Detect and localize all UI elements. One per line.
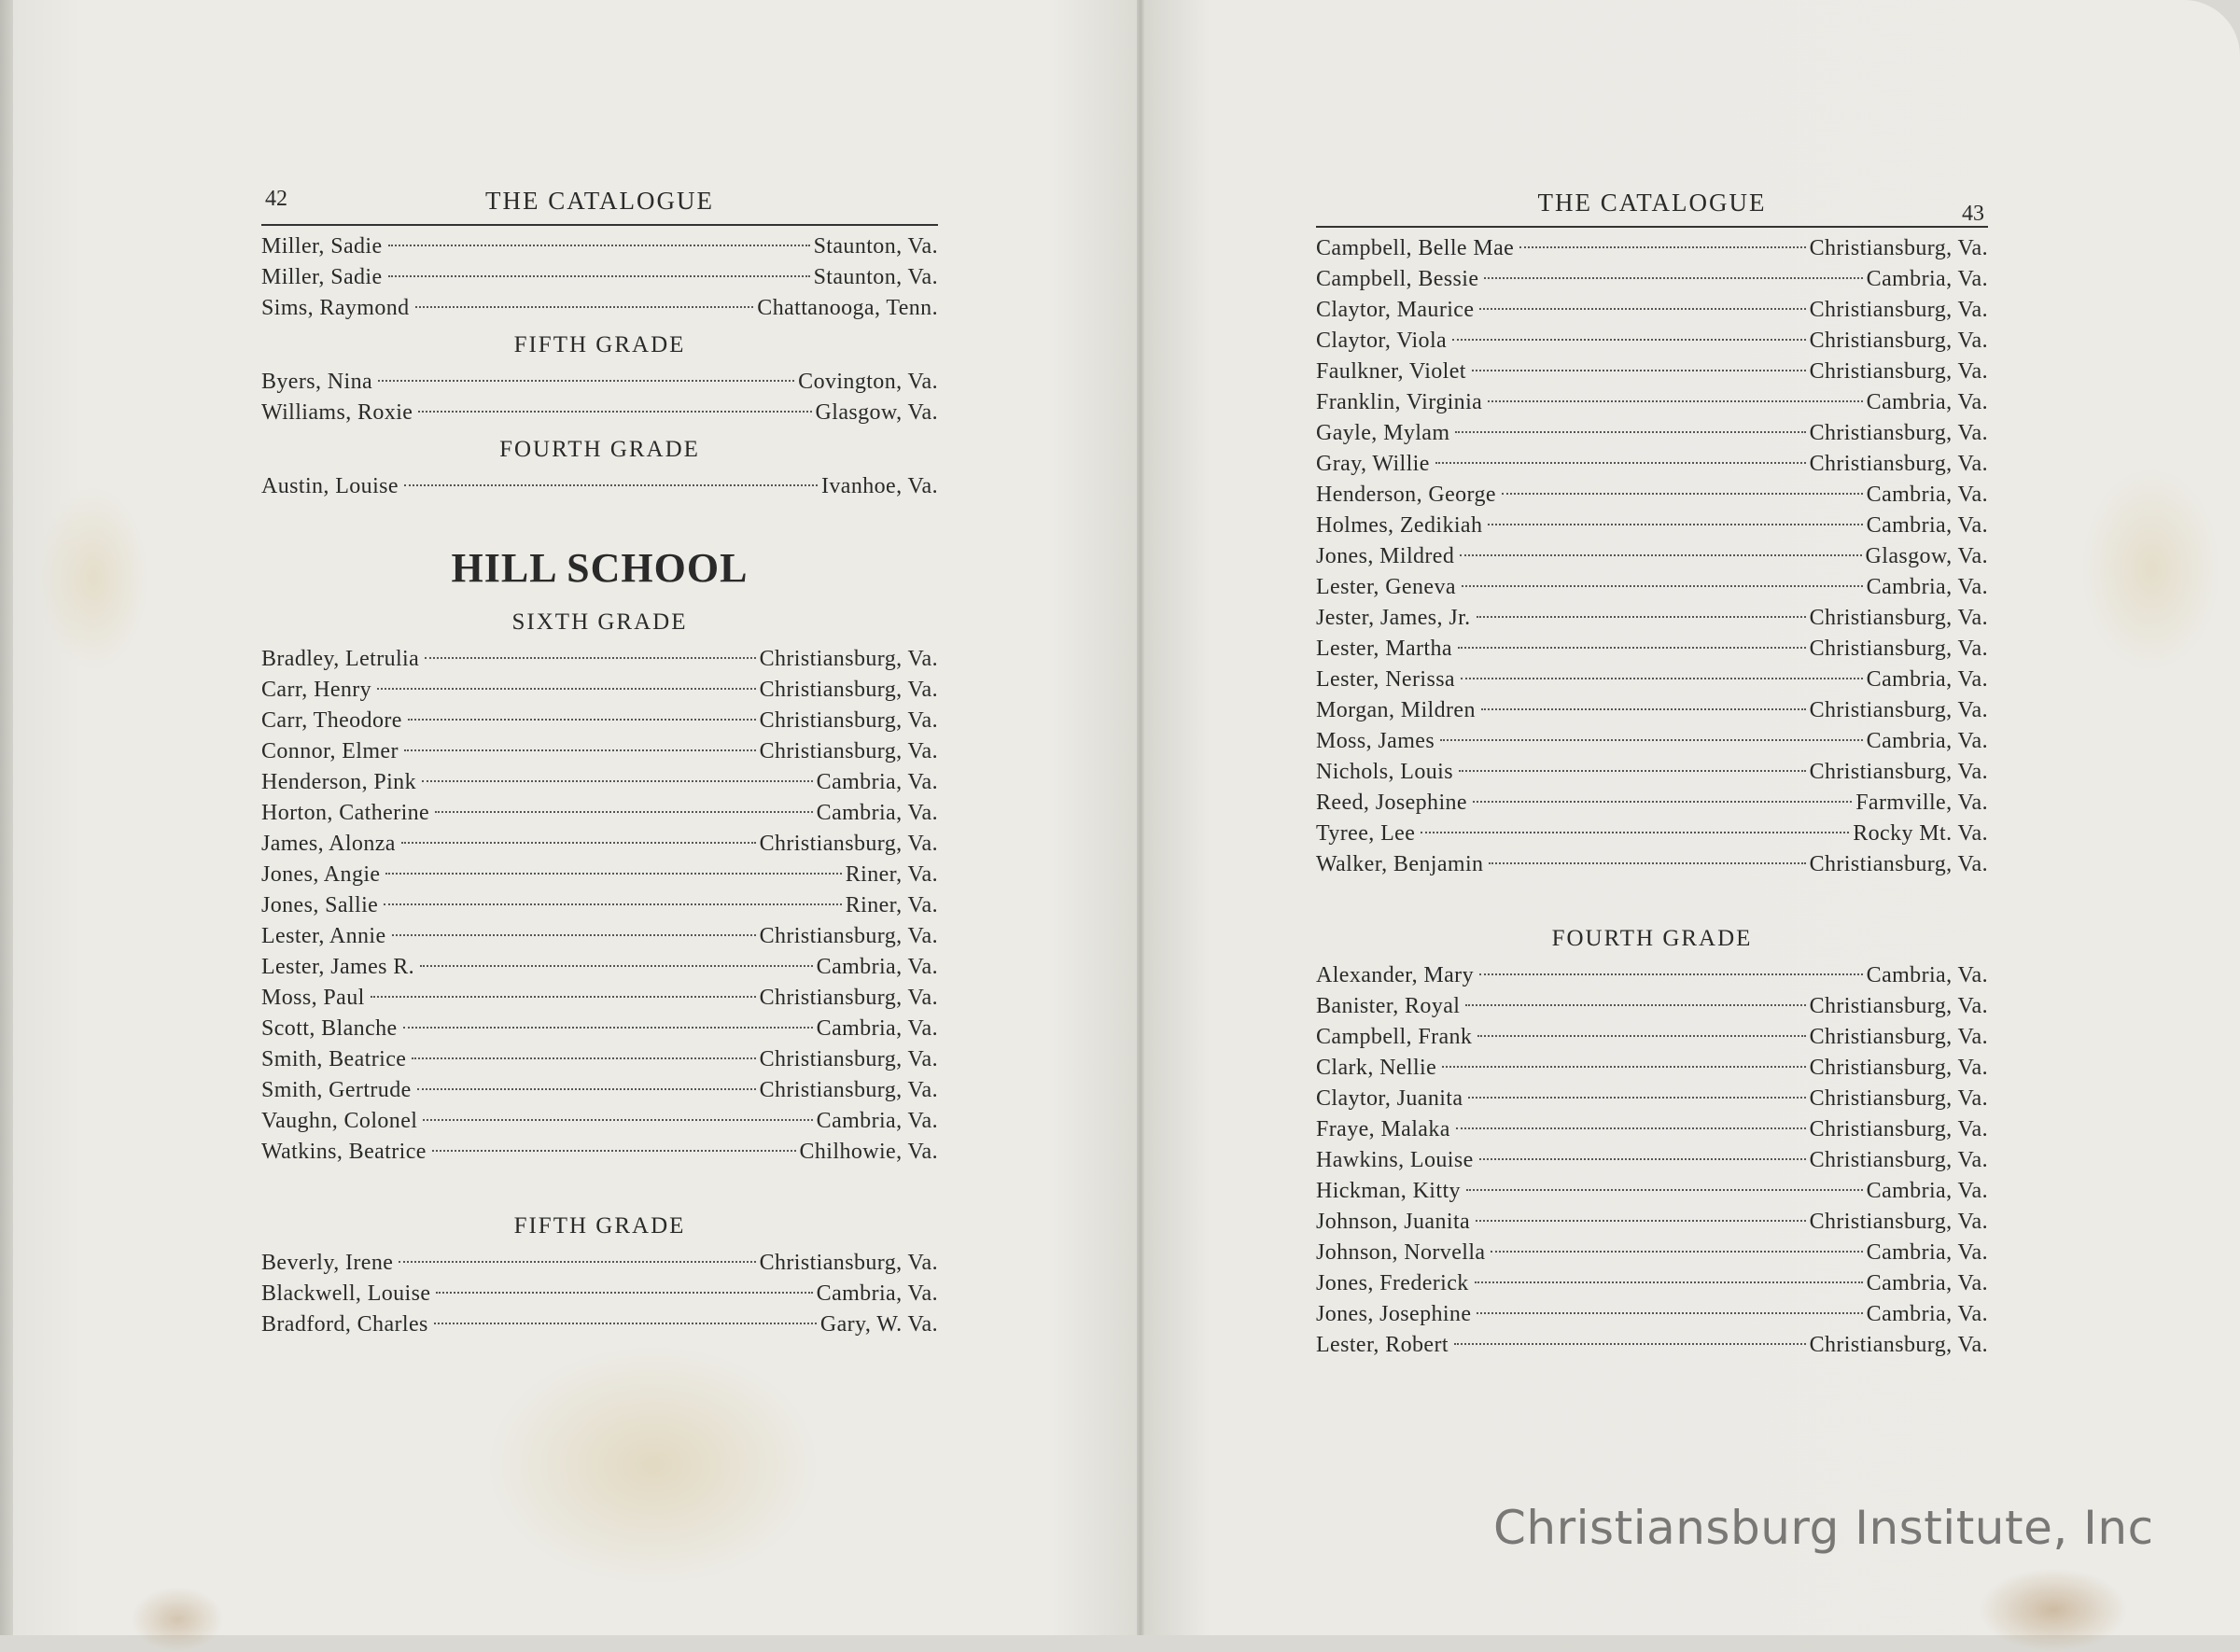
student-name: Gayle, Mylam — [1316, 421, 1450, 445]
student-hometown: Christiansburg, Va. — [1809, 994, 1988, 1018]
dot-leader — [385, 873, 841, 875]
student-name: Banister, Royal — [1316, 994, 1461, 1018]
student-name: Carr, Henry — [261, 678, 372, 702]
student-hometown: Christiansburg, Va. — [1809, 1086, 1988, 1111]
watermark: Christiansburg Institute, Inc — [1493, 1501, 2154, 1555]
student-entry — [261, 1014, 938, 1044]
student-hometown: Riner, Va. — [845, 862, 938, 887]
student-entry — [1316, 634, 1988, 665]
student-hometown: Christiansburg, Va. — [759, 832, 938, 856]
student-entry — [1316, 991, 1988, 1022]
student-name: Reed, Josephine — [1316, 791, 1467, 815]
student-entry — [261, 890, 938, 921]
dot-leader — [1477, 616, 1806, 618]
student-hometown: Christiansburg, Va. — [759, 739, 938, 763]
dot-leader — [1440, 739, 1863, 741]
page-header — [1316, 185, 1988, 226]
student-entry — [1316, 480, 1988, 511]
student-entry — [1316, 1207, 1988, 1238]
student-entry — [1316, 295, 1988, 326]
student-name: Campbell, Belle Mae — [1316, 236, 1515, 260]
student-entry — [1316, 757, 1988, 788]
student-hometown: Cambria, Va. — [816, 1281, 938, 1306]
student-name: Scott, Blanche — [261, 1016, 398, 1041]
student-hometown: Christiansburg, Va. — [1809, 852, 1988, 876]
student-entry — [1316, 665, 1988, 695]
student-entry — [1316, 1330, 1988, 1361]
dot-leader — [1477, 1312, 1862, 1314]
student-name: Moss, Paul — [261, 986, 365, 1010]
page-number: 43 — [1962, 202, 1984, 226]
student-name: Blackwell, Louise — [261, 1281, 431, 1306]
student-name: Jester, James, Jr. — [1316, 606, 1471, 630]
left-page-text — [261, 183, 938, 1340]
student-name: Claytor, Viola — [1316, 329, 1448, 353]
student-name: Byers, Nina — [261, 370, 373, 394]
student-hometown: Christiansburg, Va. — [1809, 1148, 1988, 1172]
running-head: THE CATALOGUE — [484, 187, 715, 215]
student-name: Lester, Robert — [1316, 1333, 1449, 1357]
student-hometown: Cambria, Va. — [1866, 267, 1988, 291]
student-name: Moss, James — [1316, 729, 1435, 753]
student-entry — [261, 736, 938, 767]
student-entry — [261, 983, 938, 1014]
dot-leader — [1489, 862, 1805, 864]
dot-leader — [420, 965, 813, 967]
student-entry — [1316, 1176, 1988, 1207]
student-hometown: Cambria, Va. — [1866, 1179, 1988, 1203]
student-hometown: Christiansburg, Va. — [1809, 637, 1988, 661]
dot-leader — [435, 811, 813, 813]
dot-leader — [1466, 1189, 1863, 1191]
student-name: Smith, Gertrude — [261, 1078, 412, 1102]
running-head: THE CATALOGUE — [1537, 189, 1767, 217]
student-hometown: Christiansburg, Va. — [1809, 1056, 1988, 1080]
dot-leader — [415, 306, 754, 308]
student-entry — [1316, 1145, 1988, 1176]
student-entry — [1316, 1114, 1988, 1145]
student-entry — [1316, 449, 1988, 480]
dot-leader — [436, 1292, 812, 1294]
student-hometown: Cambria, Va. — [1866, 963, 1988, 987]
student-entry — [261, 1075, 938, 1106]
student-entry — [261, 1106, 938, 1137]
student-name: Lester, Geneva — [1316, 575, 1456, 599]
dot-leader — [412, 1057, 755, 1059]
student-entry — [261, 367, 938, 398]
dot-leader — [1481, 708, 1806, 710]
student-hometown: Christiansburg, Va. — [759, 647, 938, 671]
grade-heading: FIFTH GRADE — [513, 1213, 686, 1239]
dot-leader — [1477, 1035, 1805, 1037]
student-hometown: Christiansburg, Va. — [1809, 1117, 1988, 1141]
student-name: Jones, Mildred — [1316, 544, 1455, 568]
dot-leader — [1475, 1281, 1863, 1283]
student-name: Holmes, Zedikiah — [1316, 513, 1483, 538]
student-name: Faulkner, Violet — [1316, 359, 1466, 384]
student-name: Jones, Sallie — [261, 893, 379, 917]
student-entry — [1316, 695, 1988, 726]
dot-leader — [434, 1323, 817, 1324]
student-entry — [1316, 849, 1988, 880]
dot-leader — [1454, 1343, 1806, 1345]
student-hometown: Covington, Va. — [798, 370, 938, 394]
dot-leader — [408, 719, 756, 721]
student-hometown: Cambria, Va. — [1866, 1240, 1988, 1265]
dot-leader — [1502, 493, 1863, 495]
student-name: Bradford, Charles — [261, 1312, 428, 1337]
dot-leader — [432, 1150, 796, 1152]
dot-leader — [1488, 400, 1862, 402]
student-entry — [1316, 233, 1988, 264]
dot-leader — [1479, 973, 1863, 975]
grade-heading: FOURTH GRADE — [1551, 926, 1753, 951]
student-hometown: Cambria, Va. — [1866, 1271, 1988, 1295]
student-hometown: Christiansburg, Va. — [1809, 421, 1988, 445]
dot-leader — [1459, 770, 1806, 772]
book-gutter — [1137, 0, 1144, 1635]
dot-leader — [404, 749, 756, 751]
student-entry — [1316, 387, 1988, 418]
student-name: Tyree, Lee — [1316, 821, 1416, 846]
student-entry — [261, 293, 938, 324]
student-hometown: Christiansburg, Va. — [1809, 698, 1988, 722]
student-hometown: Christiansburg, Va. — [1809, 298, 1988, 322]
dot-leader — [1421, 832, 1849, 833]
student-entry — [1316, 357, 1988, 387]
student-name: Bradley, Letrulia — [261, 647, 420, 671]
student-hometown: Rocky Mt. Va. — [1853, 821, 1988, 846]
dot-leader — [1491, 1251, 1862, 1253]
student-name: Watkins, Beatrice — [261, 1140, 427, 1164]
student-entry — [1316, 326, 1988, 357]
right-page-text — [1316, 185, 1988, 1361]
student-name: Lester, James R. — [261, 955, 415, 979]
student-entry — [261, 921, 938, 952]
student-entry — [261, 262, 938, 293]
dot-leader — [1472, 370, 1806, 371]
dot-leader — [422, 780, 813, 782]
student-hometown: Christiansburg, Va. — [1809, 760, 1988, 784]
student-hometown: Christiansburg, Va. — [1809, 329, 1988, 353]
student-name: Vaughn, Colonel — [261, 1109, 418, 1133]
student-name: Connor, Elmer — [261, 739, 399, 763]
student-entry — [261, 398, 938, 428]
dot-leader — [1484, 277, 1862, 279]
student-name: Miller, Sadie — [261, 234, 383, 259]
grade-heading: FOURTH GRADE — [499, 437, 700, 462]
student-entry — [1316, 819, 1988, 849]
student-name: Clark, Nellie — [1316, 1056, 1437, 1080]
student-name: Nichols, Louis — [1316, 760, 1453, 784]
dot-leader — [1461, 678, 1863, 679]
student-entry — [261, 1044, 938, 1075]
dot-leader — [404, 484, 818, 486]
student-hometown: Christiansburg, Va. — [1809, 452, 1988, 476]
dot-leader — [425, 657, 755, 659]
right-sections — [1316, 228, 1988, 1361]
student-entry — [261, 767, 938, 798]
grade-heading: SIXTH GRADE — [511, 609, 688, 635]
student-hometown: Staunton, Va. — [813, 265, 938, 289]
student-hometown: Gary, W. Va. — [819, 1312, 938, 1337]
dot-leader — [388, 245, 810, 246]
student-hometown: Cambria, Va. — [816, 955, 938, 979]
dot-leader — [401, 842, 756, 844]
dot-leader — [1479, 308, 1805, 310]
student-entry — [1316, 960, 1988, 991]
student-entry — [261, 798, 938, 829]
student-name: Johnson, Norvella — [1316, 1240, 1486, 1265]
student-hometown: Christiansburg, Va. — [759, 708, 938, 733]
student-entry — [1316, 1053, 1988, 1084]
student-name: Morgan, Mildren — [1316, 698, 1476, 722]
student-hometown: Riner, Va. — [845, 893, 938, 917]
student-entry — [261, 1137, 938, 1168]
student-name: Hawkins, Louise — [1316, 1148, 1474, 1172]
student-entry — [261, 829, 938, 860]
student-name: Lester, Nerissa — [1316, 667, 1455, 692]
dot-leader — [1442, 1066, 1805, 1068]
student-hometown: Christiansburg, Va. — [759, 1047, 938, 1071]
student-name: Henderson, George — [1316, 483, 1496, 507]
student-hometown: Cambria, Va. — [1866, 575, 1988, 599]
student-entry — [1316, 1084, 1988, 1114]
student-hometown: Cambria, Va. — [816, 1016, 938, 1041]
student-hometown: Cambria, Va. — [816, 801, 938, 825]
student-entry — [1316, 788, 1988, 819]
dot-leader — [1456, 1127, 1806, 1129]
dot-leader — [399, 1261, 755, 1263]
student-name: Hickman, Kitty — [1316, 1179, 1461, 1203]
student-entry — [1316, 1299, 1988, 1330]
dot-leader — [1455, 431, 1805, 433]
student-name: James, Alonza — [261, 832, 396, 856]
school-heading: HILL SCHOOL — [451, 545, 749, 591]
page-number: 42 — [265, 187, 287, 211]
dot-leader — [384, 903, 842, 905]
dot-leader — [378, 380, 794, 382]
student-hometown: Christiansburg, Va. — [759, 678, 938, 702]
student-entry — [1316, 603, 1988, 634]
student-hometown: Cambria, Va. — [1866, 513, 1988, 538]
dot-leader — [1488, 524, 1862, 525]
student-hometown: Cambria, Va. — [1866, 483, 1988, 507]
student-hometown: Glasgow, Va. — [815, 400, 938, 425]
student-name: Franklin, Virginia — [1316, 390, 1483, 414]
student-entry — [1316, 418, 1988, 449]
student-hometown: Staunton, Va. — [813, 234, 938, 259]
student-name: Alexander, Mary — [1316, 963, 1474, 987]
student-hometown: Christiansburg, Va. — [1809, 1333, 1988, 1357]
student-hometown: Christiansburg, Va. — [759, 924, 938, 948]
student-name: Lester, Annie — [261, 924, 386, 948]
student-hometown: Cambria, Va. — [1866, 667, 1988, 692]
student-entry — [261, 1279, 938, 1309]
student-hometown: Ivanhoe, Va. — [821, 474, 938, 498]
dot-leader — [392, 934, 756, 936]
student-name: Jones, Frederick — [1316, 1271, 1469, 1295]
student-entry — [1316, 511, 1988, 541]
student-entry — [261, 860, 938, 890]
student-entry — [261, 675, 938, 706]
student-name: Johnson, Juanita — [1316, 1210, 1471, 1234]
grade-heading: FIFTH GRADE — [513, 332, 686, 357]
student-name: Claytor, Juanita — [1316, 1086, 1463, 1111]
student-entry — [261, 231, 938, 262]
student-hometown: Cambria, Va. — [816, 1109, 938, 1133]
student-name: Henderson, Pink — [261, 770, 416, 794]
student-entry — [1316, 572, 1988, 603]
dot-leader — [403, 1027, 813, 1029]
student-name: Austin, Louise — [261, 474, 399, 498]
dot-leader — [1479, 1158, 1806, 1160]
student-entry — [1316, 264, 1988, 295]
student-name: Gray, Willie — [1316, 452, 1430, 476]
student-hometown: Chattanooga, Tenn. — [757, 296, 938, 320]
student-name: Campbell, Frank — [1316, 1025, 1473, 1049]
dot-leader — [388, 275, 810, 277]
dot-leader — [1452, 339, 1806, 341]
student-entry — [1316, 1268, 1988, 1299]
student-entry — [261, 952, 938, 983]
student-entry — [1316, 726, 1988, 757]
student-entry — [261, 644, 938, 675]
student-name: Horton, Catherine — [261, 801, 430, 825]
page-header — [261, 183, 938, 220]
student-name: Fraye, Malaka — [1316, 1117, 1450, 1141]
student-name: Claytor, Maurice — [1316, 298, 1475, 322]
student-hometown: Christiansburg, Va. — [1809, 606, 1988, 630]
dot-leader — [1458, 647, 1806, 649]
student-entry — [1316, 541, 1988, 572]
student-name: Beverly, Irene — [261, 1251, 394, 1275]
dot-leader — [1465, 1004, 1805, 1006]
student-name: Jones, Angie — [261, 862, 381, 887]
student-hometown: Cambria, Va. — [1866, 390, 1988, 414]
student-name: Campbell, Bessie — [1316, 267, 1479, 291]
dot-leader — [371, 996, 756, 998]
dot-leader — [377, 688, 756, 690]
student-name: Sims, Raymond — [261, 296, 410, 320]
student-entry — [1316, 1238, 1988, 1268]
student-hometown: Glasgow, Va. — [1865, 544, 1988, 568]
student-name: Walker, Benjamin — [1316, 852, 1484, 876]
student-hometown: Cambria, Va. — [1866, 729, 1988, 753]
student-hometown: Christiansburg, Va. — [1809, 1210, 1988, 1234]
dot-leader — [1468, 1097, 1805, 1099]
student-hometown: Christiansburg, Va. — [759, 986, 938, 1010]
dot-leader — [423, 1119, 812, 1121]
student-name: Carr, Theodore — [261, 708, 402, 733]
student-hometown: Christiansburg, Va. — [1809, 236, 1988, 260]
student-hometown: Cambria, Va. — [1866, 1302, 1988, 1326]
student-entry — [1316, 1022, 1988, 1053]
left-sections — [261, 226, 938, 1340]
student-hometown: Christiansburg, Va. — [1809, 359, 1988, 384]
dot-leader — [1476, 1220, 1806, 1222]
student-hometown: Christiansburg, Va. — [759, 1078, 938, 1102]
student-hometown: Cambria, Va. — [816, 770, 938, 794]
student-entry — [261, 1309, 938, 1340]
student-name: Jones, Josephine — [1316, 1302, 1472, 1326]
dot-leader — [418, 411, 811, 413]
student-hometown: Chilhowie, Va. — [799, 1140, 938, 1164]
student-name: Lester, Martha — [1316, 637, 1452, 661]
dot-leader — [1462, 585, 1863, 587]
student-hometown: Christiansburg, Va. — [759, 1251, 938, 1275]
student-name: Williams, Roxie — [261, 400, 413, 425]
dot-leader — [1435, 462, 1806, 464]
dot-leader — [1519, 246, 1805, 248]
student-hometown: Christiansburg, Va. — [1809, 1025, 1988, 1049]
dot-leader — [417, 1088, 756, 1090]
student-name: Miller, Sadie — [261, 265, 383, 289]
student-hometown: Farmville, Va. — [1855, 791, 1988, 815]
student-name: Smith, Beatrice — [261, 1047, 407, 1071]
dot-leader — [1473, 801, 1852, 803]
dot-leader — [1460, 554, 1861, 556]
student-entry — [261, 1248, 938, 1279]
student-entry — [261, 471, 938, 502]
student-entry — [261, 706, 938, 736]
